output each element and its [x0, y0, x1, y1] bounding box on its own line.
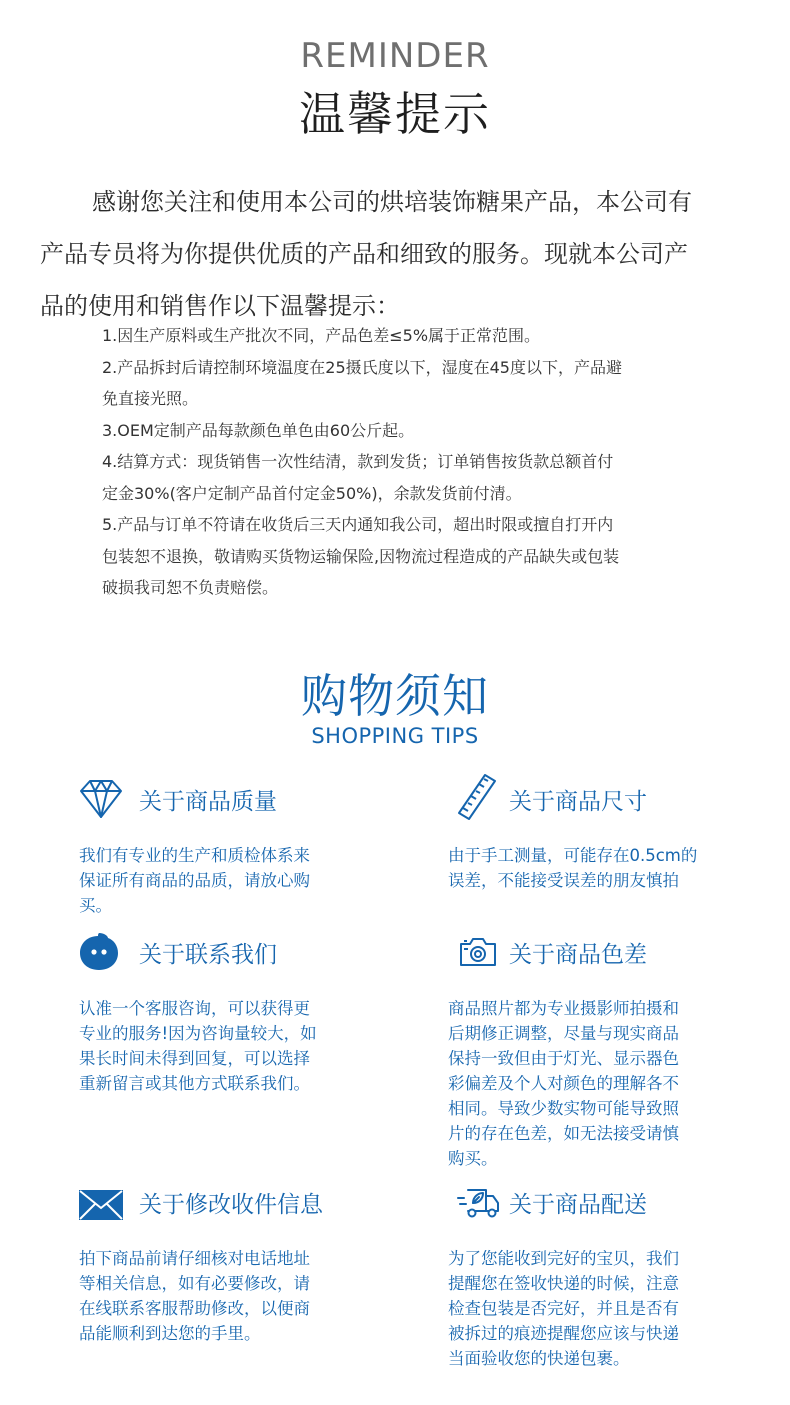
tip-line: 保证所有商品的品质，请放心购: [79, 871, 310, 890]
note-line: 包装恕不退换，敬请购买货物运输保险,因物流过程造成的产品缺失或包装: [102, 546, 620, 566]
tip-body-delivery: [448, 1246, 748, 1371]
tip-line: 购买。: [448, 1149, 498, 1168]
tip-body-size: [448, 843, 748, 893]
tip-line: 提醒您在签收快递的时候，注意: [448, 1274, 679, 1293]
tip-title-delivery: 关于商品配送: [509, 1192, 647, 1218]
note-line: 1.因生产原料或生产批次不同，产品色差≤5%属于正常范围。: [102, 326, 541, 345]
tip-line: 相同。导致少数实物可能导致照: [448, 1099, 679, 1118]
tip-title-color: 关于商品色差: [509, 942, 647, 968]
tip-line: 品能顺利到达您的手里。: [79, 1324, 261, 1343]
tip-line: 彩偏差及个人对颜色的理解各不: [448, 1074, 679, 1093]
tip-title-address: 关于修改收件信息: [139, 1192, 323, 1218]
reminder-title-cn: 温馨提示: [299, 87, 491, 141]
tip-line: 检查包装是否完好，并且是否有: [448, 1299, 679, 1318]
tip-body-address: [79, 1246, 379, 1346]
intro-line: 品的使用和销售作以下温馨提示：: [40, 292, 400, 320]
tip-body-contact: [79, 996, 379, 1096]
tip-title-quality: 关于商品质量: [139, 789, 277, 815]
tip-line: 果长时间未得到回复，可以选择: [79, 1049, 310, 1068]
tip-line: 被拆过的痕迹提醒您应该与快递: [448, 1324, 679, 1343]
tip-line: 拍下商品前请仔细核对电话地址: [79, 1249, 310, 1268]
tip-line: 误差，不能接受误差的朋友慎拍: [448, 871, 679, 890]
tip-title-contact: 关于联系我们: [139, 942, 277, 968]
note-line: 3.OEM定制产品每款颜色单色由60公斤起。: [102, 420, 415, 440]
tip-line: 为了您能收到完好的宝贝，我们: [448, 1249, 679, 1268]
note-line: 5.产品与订单不符请在收货后三天内通知我公司，超出时限或擅自打开内: [102, 515, 614, 534]
notes-list: [102, 320, 702, 604]
intro-line: 产品专员将为你提供优质的产品和细致的服务。现就本公司产: [40, 240, 688, 268]
note-line: 破损我司恕不负责赔偿。: [102, 578, 279, 597]
camera-icon: [458, 936, 498, 968]
chat-bubble-icon: [78, 930, 120, 972]
diamond-icon: [78, 776, 124, 822]
ruler-icon: [455, 772, 499, 822]
tip-line: 等相关信息，如有必要修改，请: [79, 1274, 310, 1293]
tip-title-size: 关于商品尺寸: [509, 789, 647, 815]
tip-line: 由于手工测量，可能存在0.5cm的: [448, 846, 698, 865]
tip-line: 片的存在色差，如无法接受请慎: [448, 1124, 679, 1143]
note-line: 2.产品拆封后请控制环境温度在25摄氏度以下，湿度在45度以下，产品避: [102, 357, 622, 377]
tip-line: 后期修正调整，尽量与现实商品: [448, 1024, 679, 1043]
tip-line: 商品照片都为专业摄影师拍摄和: [448, 999, 679, 1018]
shopping-tips-title-en: SHOPPING TIPS: [311, 724, 479, 748]
tip-line: 重新留言或其他方式联系我们。: [79, 1074, 310, 1093]
tip-line: 保持一致但由于灯光、显示器色: [448, 1049, 679, 1068]
note-line: 4.结算方式：现货销售一次性结清，款到发货；订单销售按货款总额首付: [102, 452, 614, 471]
tip-line: 在线联系客服帮助修改，以便商: [79, 1299, 310, 1318]
reminder-title-en: REMINDER: [300, 36, 490, 76]
intro-line: 感谢您关注和使用本公司的烘培装饰糖果产品，本公司有: [92, 188, 692, 216]
envelope-icon: [79, 1190, 123, 1220]
note-line: 定金30%(客户定制产品首付定金50%)，余款发货前付清。: [102, 483, 522, 503]
tip-line: 当面验收您的快递包裹。: [448, 1349, 630, 1368]
shopping-tips-title-cn: 购物须知: [301, 669, 489, 723]
tip-line: 专业的服务!因为咨询量较大，如: [79, 1024, 317, 1043]
note-line: 免直接光照。: [102, 389, 199, 408]
tip-body-color: [448, 996, 748, 1171]
tip-body-quality: [79, 843, 379, 918]
intro-paragraph: [40, 176, 752, 332]
tip-line: 认准一个客服咨询，可以获得更: [79, 999, 310, 1018]
tip-line: 买。: [79, 896, 112, 915]
tip-line: 我们有专业的生产和质检体系来: [79, 846, 310, 865]
delivery-truck-icon: [456, 1184, 500, 1220]
